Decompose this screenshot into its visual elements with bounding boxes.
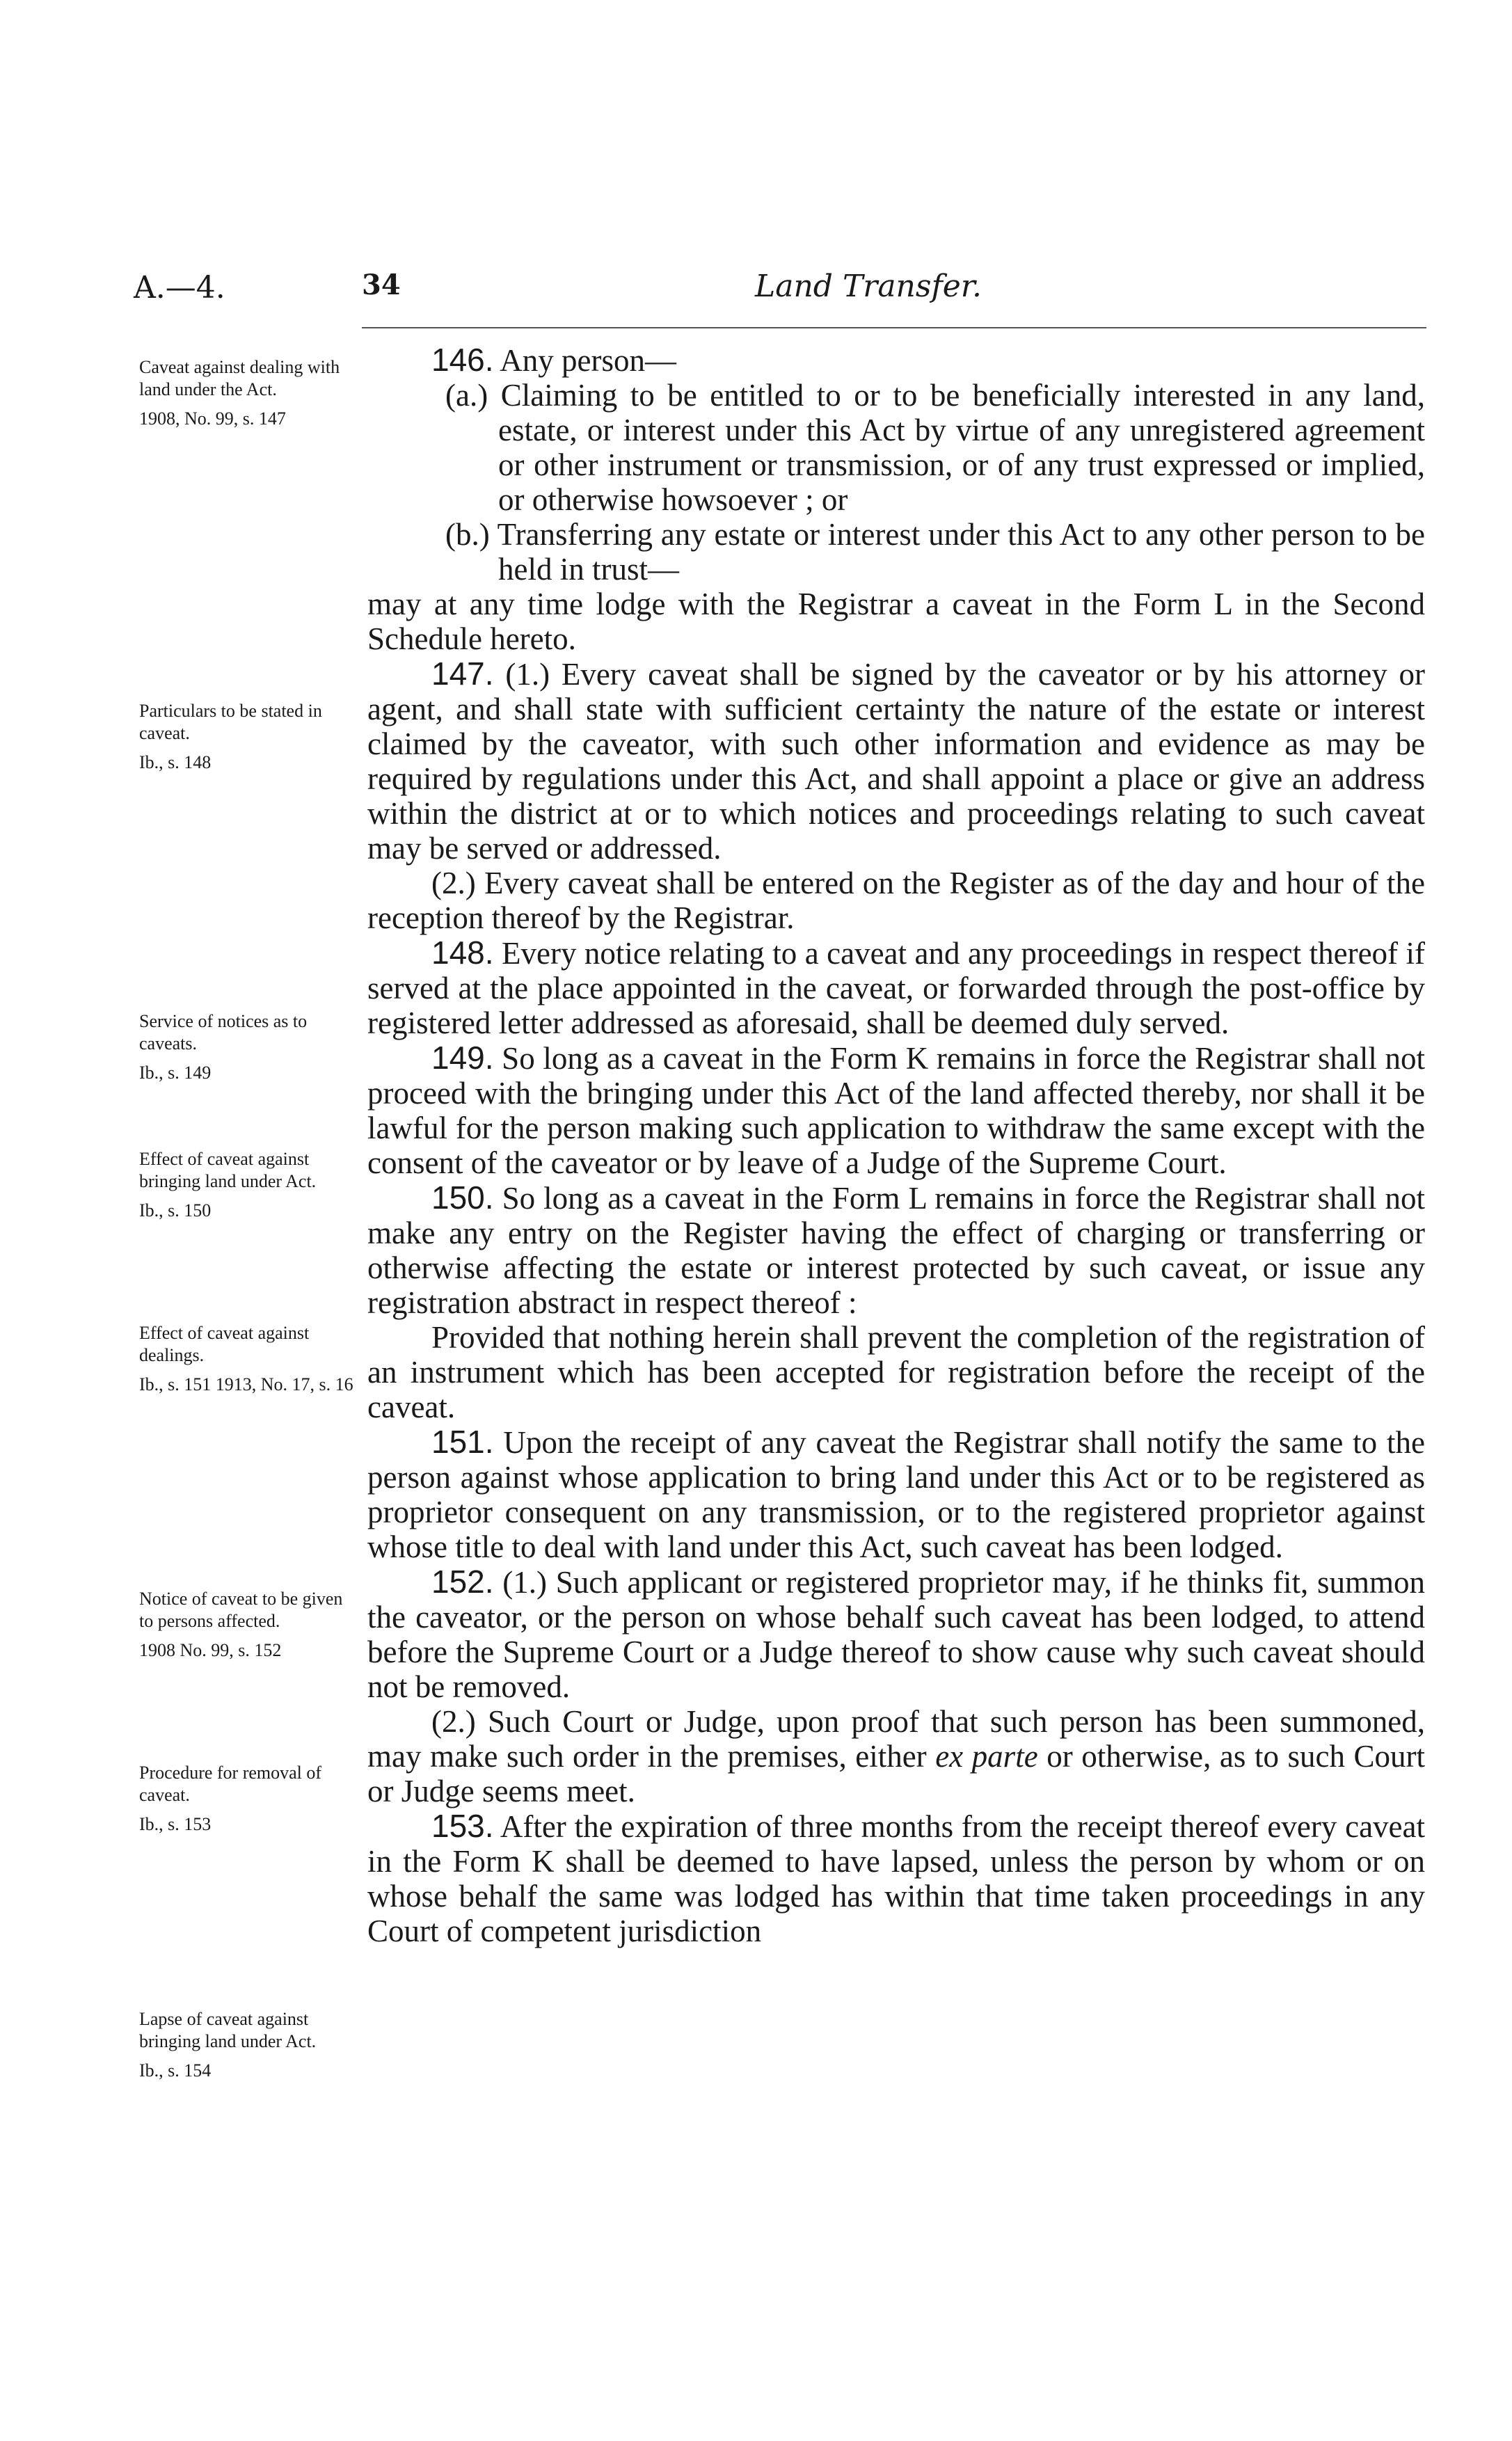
section-number: 153. (431, 1808, 494, 1844)
header-rule (362, 327, 1426, 328)
margin-note-cite: Ib., s. 150 (139, 1200, 212, 1220)
section-text: Upon the receipt of any caveat the Registrar shall notify the same to the person against whose application to bring land under this Act or to be registered as proprietor consequent on any transmission, or to the registered proprietor against whose title to deal with land under this Act, such caveat has been lodged. (367, 1425, 1425, 1564)
margin-note-cite: Ib., s. 151 1913, No. 17, s. 16 (139, 1374, 353, 1394)
section-147 (367, 656, 1425, 866)
subsection-text: (2.) Such Court or Judge, upon proof that such person has been summoned, may make such order in the premises, either (367, 1704, 1425, 1774)
running-title: Land Transfer. (755, 269, 982, 304)
margin-note-text: Particulars to be stated in caveat. (139, 701, 322, 743)
margin-note-147 (139, 700, 355, 774)
margin-note-cite: Ib., s. 149 (139, 1063, 212, 1083)
section-number: 147. (431, 655, 494, 692)
latin-phrase: ex parte (935, 1739, 1038, 1774)
margin-note-cite: Ib., s. 148 (139, 752, 212, 772)
section-text: So long as a caveat in the Form K remains in force the Registrar shall not proceed with the bringing under this Act of the land affected thereby, nor shall it be lawful for the person making such application to withdraw the same except with the consent of the caveator or by leave of a Judge of the Supreme Court. (367, 1041, 1425, 1180)
subsection-text: or otherwise, as to such Court or Judge seems meet. (367, 1739, 1425, 1808)
margin-note-cite: Ib., s. 154 (139, 2060, 212, 2081)
paragraph-a: (a.) Claiming to be entitled to or to be beneficially interested in any land, estate, or interest under this Act by virtue of any unregistered agreement or other instrument or transmission, or of any trust expressed or implied, or otherwise howsoever ; or (445, 378, 1425, 517)
margin-note-150 (139, 1322, 355, 1396)
margin-note-cite: 1908 No. 99, s. 152 (139, 1640, 282, 1660)
margin-note-text: Effect of caveat against dealings. (139, 1323, 310, 1365)
margin-note-text: Effect of caveat against bringing land under Act. (139, 1149, 317, 1191)
margin-note-152 (139, 1762, 355, 1836)
section-text: So long as a caveat in the Form L remains in force the Registrar shall not make any entry on the Register having the effect of charging or transferring or otherwise affecting the estate or interest protected by such caveat, or issue any registration abstract in respect thereof : (367, 1181, 1425, 1320)
section-text: Any person— (493, 343, 677, 378)
margin-note-text: Procedure for removal of caveat. (139, 1763, 322, 1805)
section-150-proviso: Provided that nothing herein shall prevent the completion of the registration of an instrument which has been accepted for registration before the receipt of the caveat. (367, 1320, 1425, 1424)
margin-note-151 (139, 1588, 355, 1662)
section-number: 149. (431, 1040, 494, 1076)
section-text: After the expiration of three months from the receipt thereof every caveat in the Form K shall be deemed to have lapsed, unless the person by whom or on whose behalf the same was lodged has within that time taken proceedings in any Court of competent jurisdiction (367, 1809, 1425, 1948)
document-reference: A.—4. (134, 270, 225, 305)
margin-note-text: Caveat against dealing with land under the Act. (139, 357, 340, 399)
section-152-subsection-2 (367, 1704, 1425, 1808)
section-text: (1.) Such applicant or registered proprietor may, if he thinks fit, summon the caveator, or the person on whose behalf such caveat has been lodged, to attend before the Supreme Court or a Judge thereof to show cause why such caveat should not be removed. (367, 1565, 1425, 1704)
margin-note-cite: Ib., s. 153 (139, 1814, 212, 1834)
statute-body (367, 342, 1425, 1948)
section-153 (367, 1808, 1425, 1948)
section-number: 146. (431, 342, 494, 378)
margin-note-148 (139, 1010, 355, 1084)
section-number: 148. (431, 935, 494, 971)
section-150 (367, 1180, 1425, 1320)
section-152 (367, 1564, 1425, 1704)
section-149 (367, 1040, 1425, 1180)
margin-note-text: Service of notices as to caveats. (139, 1011, 308, 1053)
paragraph-b: (b.) Transferring any estate or interest under this Act to any other person to be held in trust— (445, 517, 1425, 587)
section-147-subsection-2: (2.) Every caveat shall be entered on the Register as of the day and hour of the reception thereof by the Registrar. (367, 866, 1425, 935)
section-number: 150. (431, 1179, 494, 1216)
section-148 (367, 935, 1425, 1040)
section-text: Every notice relating to a caveat and any proceedings in respect thereof if served at the place appointed in the caveat, or forwarded through the post-office by registered letter addressed as aforesaid, shall be deemed duly served. (367, 936, 1425, 1040)
margin-note-153 (139, 2008, 355, 2082)
section-151 (367, 1424, 1425, 1564)
section-146-close: may at any time lodge with the Registrar a caveat in the Form L in the Second Schedule hereto. (367, 587, 1425, 656)
section-number: 152. (431, 1564, 494, 1600)
margin-note-text: Notice of caveat to be given to persons affected. (139, 1589, 343, 1631)
section-146 (367, 342, 1425, 378)
page-number: 34 (362, 269, 401, 301)
margin-note-text: Lapse of caveat against bringing land under Act. (139, 2009, 317, 2051)
margin-note-cite: 1908, No. 99, s. 147 (139, 408, 286, 429)
margin-note-149 (139, 1148, 355, 1222)
section-text: (1.) Every caveat shall be signed by the caveator or by his attorney or agent, and shall state with sufficient certainty the nature of the estate or interest claimed by the caveator, with such other information and evidence as may be required by regulations under this Act, and shall appoint a place or give an address within the district at or to which notices and proceedings relating to such caveat may be served or addressed. (367, 657, 1425, 866)
margin-note-146 (139, 356, 355, 430)
section-number: 151. (431, 1424, 494, 1460)
